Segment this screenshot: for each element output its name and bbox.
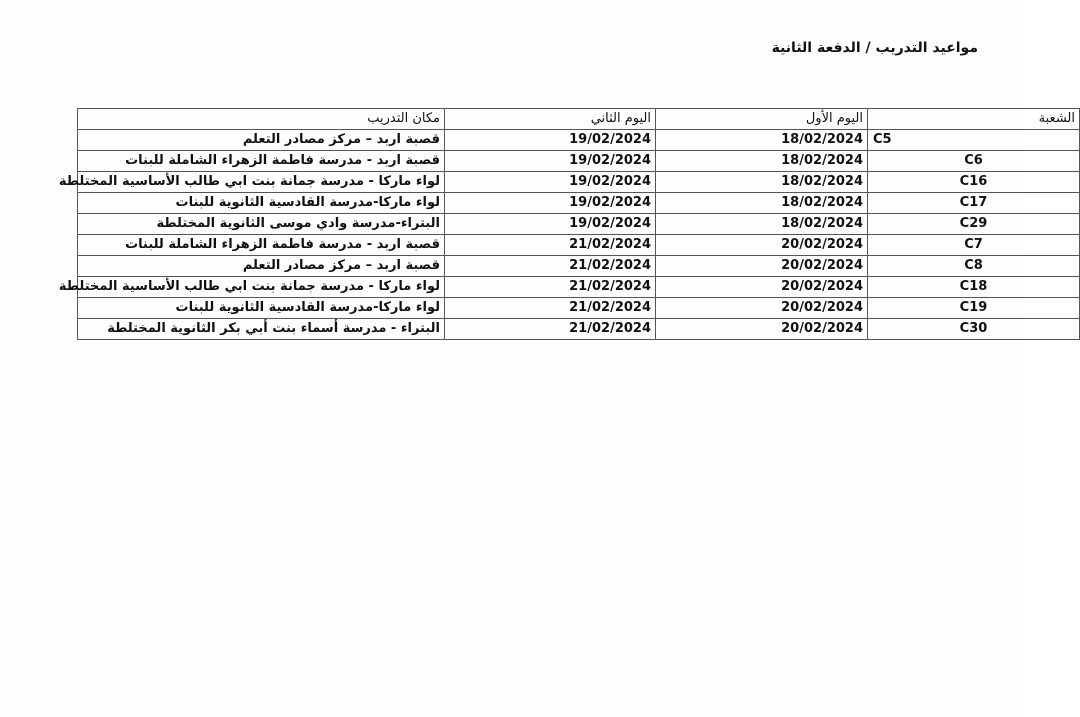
- cell-section: C8: [868, 256, 1080, 277]
- cell-day1: 20/02/2024: [656, 256, 868, 277]
- page-title: مواعيد التدريب / الدفعة الثانية: [771, 40, 978, 56]
- cell-day1: 18/02/2024: [656, 172, 868, 193]
- cell-place: قصبة اربد - مدرسة فاطمة الزهراء الشاملة للبنات: [78, 235, 445, 256]
- table-row: [78, 193, 1080, 214]
- table-row: [78, 130, 1080, 151]
- table-row: [78, 151, 1080, 172]
- cell-place: قصبة اربد - مدرسة فاطمة الزهراء الشاملة للبنات: [78, 151, 445, 172]
- cell-day1: 20/02/2024: [656, 235, 868, 256]
- cell-place: لواء ماركا-مدرسة القادسية الثانوية للبنات: [78, 298, 445, 319]
- cell-day1: 18/02/2024: [656, 151, 868, 172]
- header-day1: اليوم الأول: [656, 109, 868, 130]
- table-row: [78, 277, 1080, 298]
- table-row: [78, 298, 1080, 319]
- cell-place: البتراء-مدرسة وادي موسى الثانوية المختلطة: [78, 214, 445, 235]
- cell-day1: 20/02/2024: [656, 319, 868, 340]
- cell-day2: 21/02/2024: [445, 298, 656, 319]
- cell-day1: 20/02/2024: [656, 277, 868, 298]
- cell-section: C17: [868, 193, 1080, 214]
- cell-day2: 19/02/2024: [445, 193, 656, 214]
- cell-place: لواء ماركا - مدرسة جمانة بنت ابي طالب الأساسية المختلطة: [78, 277, 445, 298]
- cell-section: C6: [868, 151, 1080, 172]
- table-row: [78, 235, 1080, 256]
- header-place: مكان التدريب: [78, 109, 445, 130]
- cell-section: C30: [868, 319, 1080, 340]
- schedule-table: [58, 108, 1080, 340]
- cell-section: C29: [868, 214, 1080, 235]
- cell-place: قصبة اربد – مركز مصادر التعلم: [78, 130, 445, 151]
- cell-day2: 19/02/2024: [445, 130, 656, 151]
- cell-day1: 18/02/2024: [656, 214, 868, 235]
- table-row: [78, 172, 1080, 193]
- table-header: [78, 109, 1080, 130]
- table-row: [78, 214, 1080, 235]
- table-body: [58, 130, 1080, 340]
- cell-day2: 19/02/2024: [445, 151, 656, 172]
- cell-day2: 21/02/2024: [445, 277, 656, 298]
- cell-place: لواء ماركا - مدرسة جمانة بنت ابي طالب الأساسية المختلطة: [78, 172, 445, 193]
- cell-day2: 19/02/2024: [445, 172, 656, 193]
- cell-day2: 19/02/2024: [445, 214, 656, 235]
- cell-section: C7: [868, 235, 1080, 256]
- cell-section: C5: [868, 130, 1080, 151]
- header-day2: اليوم الثاني: [445, 109, 656, 130]
- cell-day2: 21/02/2024: [445, 235, 656, 256]
- table-row: [78, 319, 1080, 340]
- cell-day1: 18/02/2024: [656, 193, 868, 214]
- cell-place: البتراء - مدرسة أسماء بنت أبي بكر الثانوية المختلطة: [78, 319, 445, 340]
- cell-place: قصبة اربد – مركز مصادر التعلم: [78, 256, 445, 277]
- cell-section: C19: [868, 298, 1080, 319]
- cell-section: C18: [868, 277, 1080, 298]
- cell-day2: 21/02/2024: [445, 319, 656, 340]
- table-row: [78, 256, 1080, 277]
- cell-place: لواء ماركا-مدرسة القادسية الثانوية للبنات: [78, 193, 445, 214]
- cell-day1: 18/02/2024: [656, 130, 868, 151]
- header-section: الشعبة: [868, 109, 1080, 130]
- cell-section: C16: [868, 172, 1080, 193]
- cell-day1: 20/02/2024: [656, 298, 868, 319]
- header-row: [78, 109, 1080, 130]
- cell-day2: 21/02/2024: [445, 256, 656, 277]
